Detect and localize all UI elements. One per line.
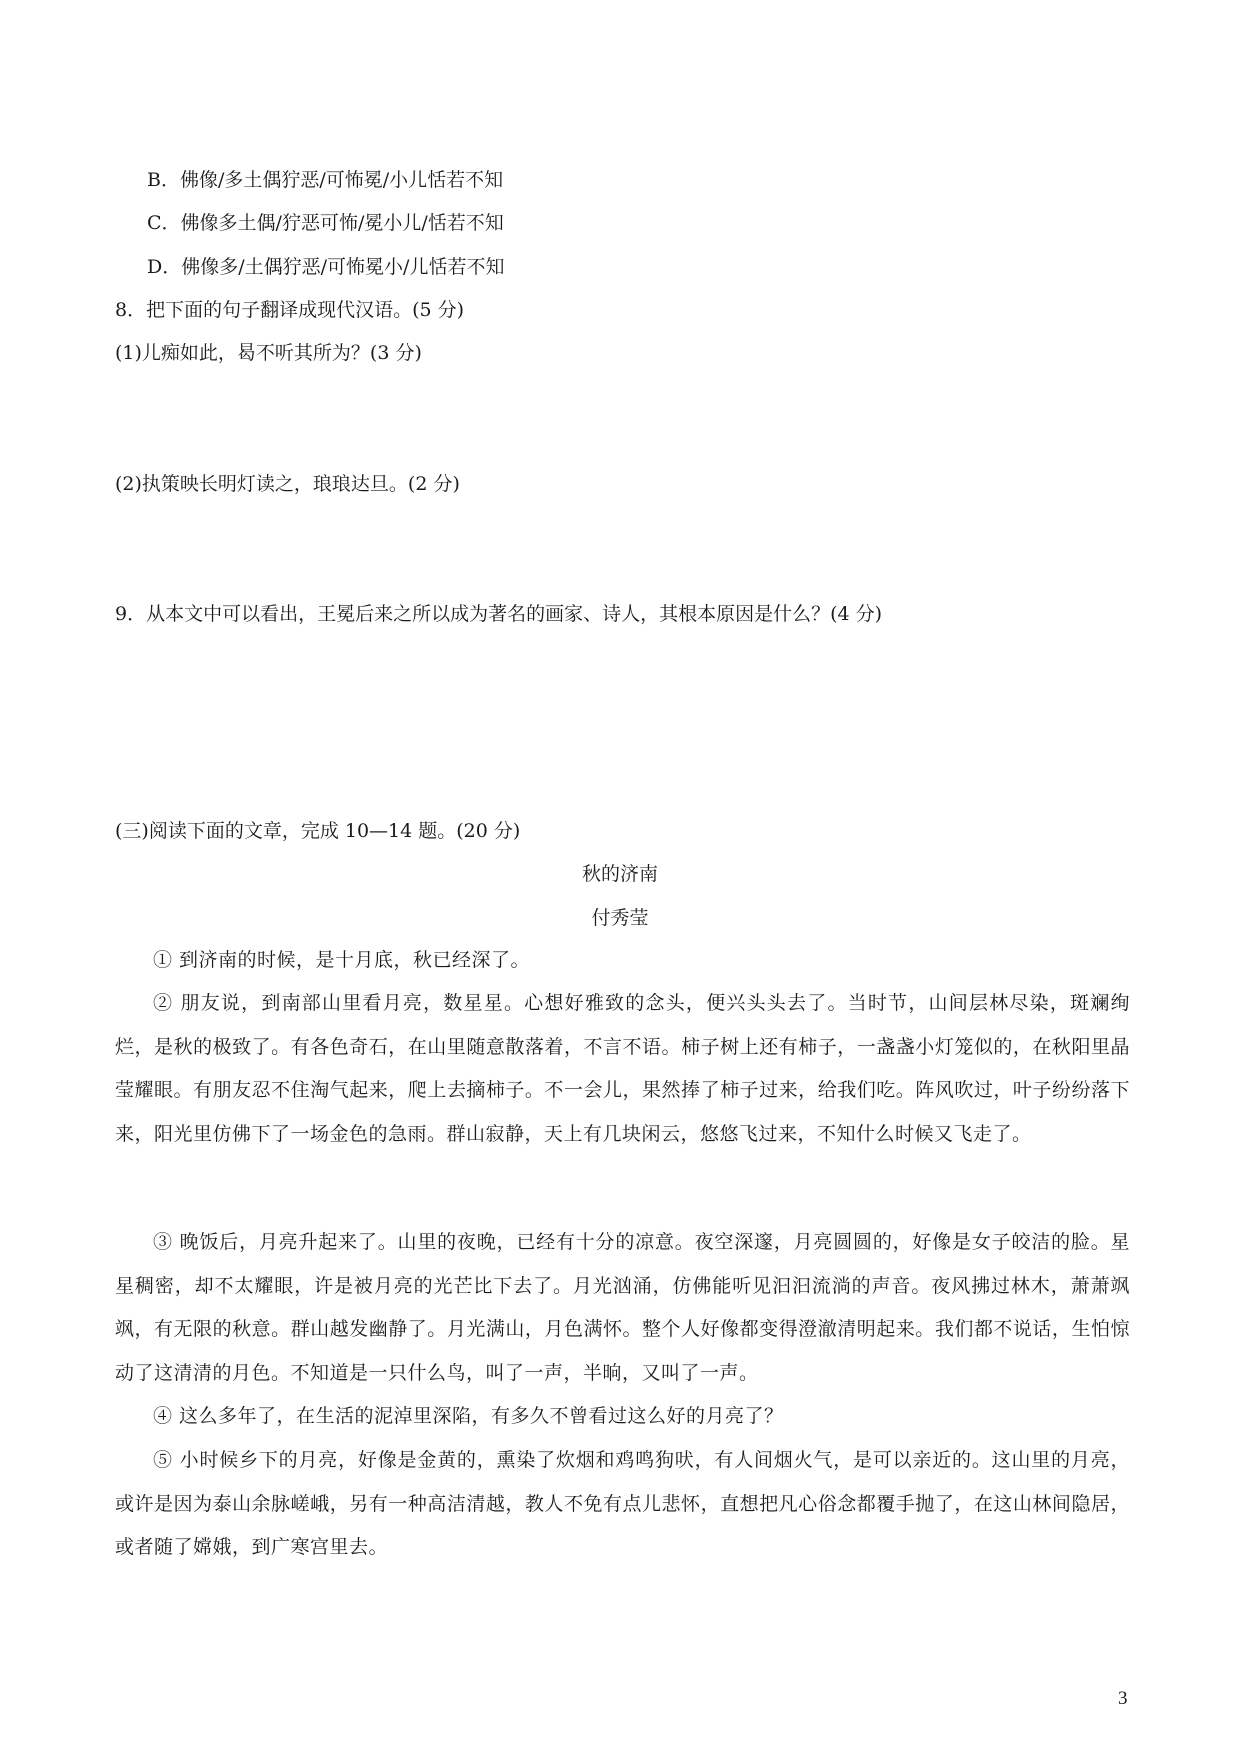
question-9-title: 9．从本文中可以看出，王冕后来之所以成为著名的画家、诗人，其根本原因是什么？(4 分) xyxy=(115,603,883,625)
option-c: C．佛像多土偶/狞恶可怖/冕小儿/恬若不知 xyxy=(147,212,504,234)
paragraph-5: ⑤ 小时候乡下的月亮，好像是金黄的，熏染了炊烟和鸡鸣狗吠，有人间烟火气，是可以亲近的。这山里的月亮，或许是因为泰山余脉嵯峨，另有一种高洁清越，教人不免有点儿悲怀，直想把凡心俗念都覆手抛了，在这山林间隐居，或者随了嫦娥，到广寒宫里去。 xyxy=(115,1449,1130,1558)
paragraph-3: ③ 晚饭后，月亮升起来了。山里的夜晚，已经有十分的凉意。夜空深邃，月亮圆圆的，好像是女子皎洁的脸。星星稠密，却不太耀眼，许是被月亮的光芒比下去了。月光汹涌，仿佛能听见汩汩流淌的声音。夜风拂过林木，萧萧飒飒，有无限的秋意。群山越发幽静了。月光满山，月色满怀。整个人好像都变得澄澈清明起来。我们都不说话，生怕惊动了这清清的月色。不知道是一只什么鸟，叫了一声，半晌，又叫了一声。 xyxy=(115,1231,1130,1384)
article-author: 付秀莹 xyxy=(591,907,649,929)
question-8-sub2: (2)执策映长明灯读之，琅琅达旦。(2 分) xyxy=(115,473,460,495)
question-8-title: 8．把下面的句子翻译成现代汉语。(5 分) xyxy=(115,299,465,321)
section-heading: (三)阅读下面的文章，完成 10—14 题。(20 分) xyxy=(115,820,521,842)
page-number: 3 xyxy=(1118,1688,1128,1709)
paragraph-4: ④ 这么多年了，在生活的泥淖里深陷，有多久不曾看过这么好的月亮了？ xyxy=(153,1405,784,1427)
option-b: B．佛像/多土偶狞恶/可怖冕/小儿恬若不知 xyxy=(147,169,504,191)
question-8-sub1: (1)儿痴如此，曷不听其所为？(3 分) xyxy=(115,342,422,364)
option-d: D．佛像多/土偶狞恶/可怖冕小/儿恬若不知 xyxy=(147,256,505,278)
paragraph-2: ② 朋友说，到南部山里看月亮，数星星。心想好雅致的念头，便兴头头去了。当时节，山间层林尽染，斑斓绚烂，是秋的极致了。有各色奇石，在山里随意散落着，不言不语。柿子树上还有柿子，一盏盏小灯笼似的，在秋阳里晶莹耀眼。有朋友忍不住淘气起来，爬上去摘柿子。不一会儿，果然捧了柿子过来，给我们吃。阵风吹过，叶子纷纷落下来，阳光里仿佛下了一场金色的急雨。群山寂静，天上有几块闲云，悠悠飞过来，不知什么时候又飞走了。 xyxy=(115,992,1130,1145)
article-title: 秋的济南 xyxy=(581,863,658,885)
paragraph-1: ① 到济南的时候，是十月底，秋已经深了。 xyxy=(153,949,531,971)
